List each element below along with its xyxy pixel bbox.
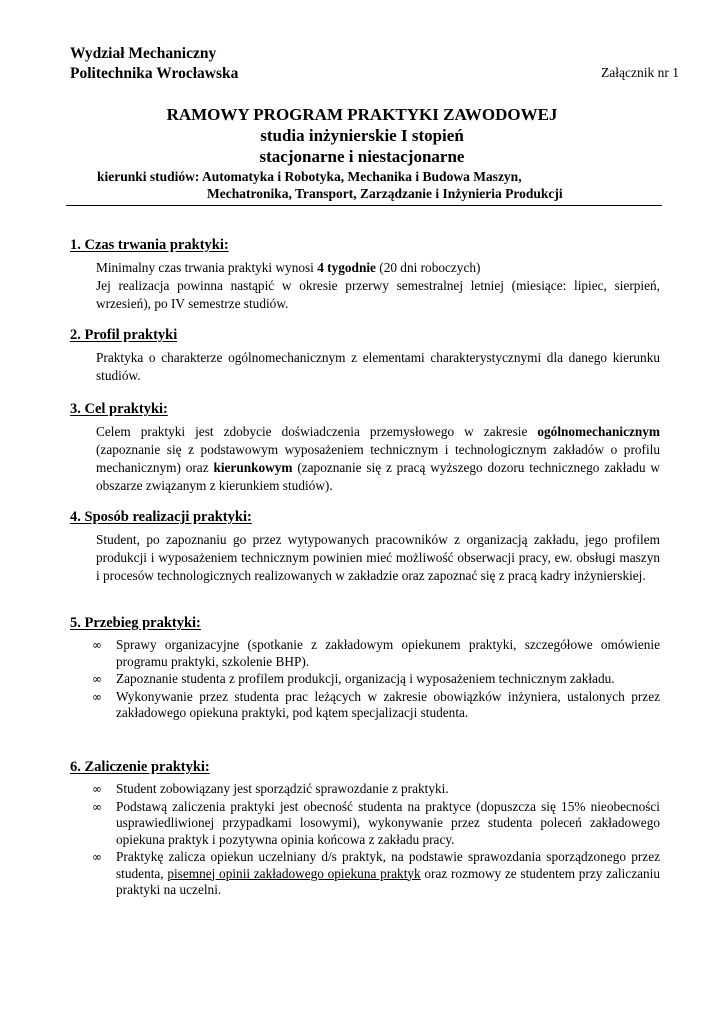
title-study-mode: stacjonarne i niestacjonarne (259, 147, 465, 166)
section-body: Student, po zapoznaniu go przez wytypowanych pracowników z organizacją zakładu, jego profilem produkcji i wyposażeniem technicznym powinien mieć możliwość obserwacji pracy, ew. obsługi maszyn i procesów technologicznych realizowanych w zakładzie oraz zapoznać się z pracą kadry inżynierskiej. (96, 532, 660, 583)
infinity-bullet-icon: ∞ (92, 799, 102, 814)
title-main: RAMOWY PROGRAM PRAKTYKI ZAWODOWEJ (166, 105, 558, 124)
university-name: Politechnika Wrocławska (70, 65, 239, 82)
section-body: Celem praktyki jest zdobycie doświadczenia przemysłowego w zakresie ogólnomechanicznym (zapoznanie się z podstawowym wyposażeniem technicznym i technologicznym zakładów o profilu mechanicznym) oraz kierunkowym (zapoznanie się z pracą wyższego dozoru technicznego zakładu w obszarze związanym z kierunkiem studiów). (96, 424, 660, 493)
section-course (70, 614, 660, 723)
section-method (70, 508, 660, 585)
section-completion (70, 758, 660, 900)
document-title (60, 104, 664, 167)
duration-line: Minimalny czas trwania praktyki wynosi 4 tygodnie (20 dni roboczych) (96, 260, 481, 275)
annex-label: Załącznik nr 1 (601, 65, 679, 80)
list-item: ∞ Zapoznanie studenta z profilem produkcji, organizacją i wyposażeniem technicznym zakładu. (92, 671, 615, 686)
infinity-bullet-icon: ∞ (92, 782, 102, 796)
fields-of-study-line-2: Mechatronika, Transport, Zarządzanie i Inżynieria Produkcji (207, 186, 563, 201)
section-duration (70, 236, 660, 313)
infinity-bullet-icon: ∞ (92, 689, 102, 704)
section-heading: 6. Zaliczenie praktyki: (70, 759, 210, 775)
underlined-opinion: pisemnej opinii zakładowego opiekuna praktyk (167, 865, 421, 881)
timing-paragraph: Jej realizacja powinna nastąpić w okresie przerwy semestralnej letniej (miesiące: lipiec, sierpień, wrzesień), po IV semestrze studiów. (96, 278, 660, 311)
list-item: ∞ Wykonywanie przez studenta prac leżących w zakresie obowiązków inżyniera, ustalonych przez zakładowego opiekuna praktyki, pod kątem specjalizacji studenta. (92, 688, 660, 720)
title-study-level: studia inżynierskie I stopień (260, 126, 464, 145)
section-body: Praktyka o charakterze ogólnomechanicznym z elementami charakterystycznymi dla danego kierunku studiów. (96, 350, 660, 383)
list-item: ∞ Sprawy organizacyjne (spotkanie z zakładowym opiekunem praktyki, szczegółowe omówienie programu praktyki, szkolenie BHP). (92, 637, 660, 669)
infinity-bullet-icon: ∞ (92, 850, 102, 864)
section-profile (70, 326, 660, 385)
infinity-bullet-icon: ∞ (92, 672, 102, 686)
infinity-bullet-icon: ∞ (92, 638, 102, 652)
section-goal (70, 400, 660, 495)
section-heading: 5. Przebieg praktyki: (70, 615, 201, 631)
completion-list (92, 781, 660, 899)
duration-value: 4 tygodnie (317, 260, 376, 275)
institution-header (70, 44, 238, 84)
list-item: ∞ Student zobowiązany jest sporządzić sprawozdanie z praktyki. (92, 781, 449, 796)
section-heading: 1. Czas trwania praktyki: (70, 237, 229, 253)
list-item: ∞ Podstawą zaliczenia praktyki jest obecność studenta na praktyce (dopuszcza się 15% nieobecności usprawiedliwionej przypadkami losowymi), wykonywanie przez studenta poleceń zakładowego opiekuna praktyk i pozytywna opinia końcowa z zakładu pracy. (92, 798, 660, 847)
section-heading: 4. Sposób realizacji praktyki: (70, 509, 252, 525)
course-list (92, 637, 660, 722)
faculty-name: Wydział Mechaniczny (70, 45, 217, 62)
fields-of-study-line-1: kierunki studiów: Automatyka i Robotyka, Mechanika i Budowa Maszyn, (97, 169, 522, 184)
section-heading: 2. Profil praktyki (70, 327, 178, 343)
section-body (96, 259, 660, 313)
list-item: ∞ Praktykę zalicza opiekun uczelniany d/s praktyk, na podstawie sprawozdania sporządzonego przez studenta, pisemnej opinii zakładowego opiekuna praktyk oraz rozmowy ze studentem przy zaliczaniu praktyki na uczelni. (92, 849, 660, 897)
section-heading: 3. Cel praktyki: (70, 401, 168, 417)
header-divider (66, 205, 662, 206)
